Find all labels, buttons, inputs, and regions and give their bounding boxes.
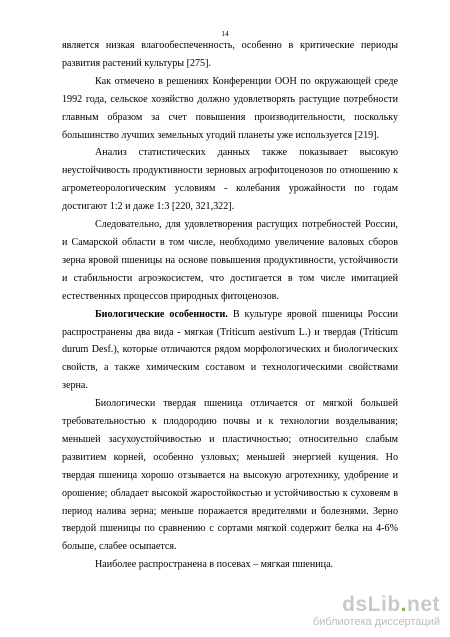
paragraph-4: Следовательно, для удовлетворения растущих потребностей России, и Самарской области в том числе, необходимо увеличение валовых сборов зерна яровой пшеницы на основе повышения продуктивности, устойчивости и стабильности агроэкосистем, что достигается в том числе имитацией естественных процессов природных фитоценозов. — [62, 219, 398, 302]
watermark-subtitle: библиотека диссертаций — [312, 616, 440, 628]
section-heading: Биологические особенности. — [95, 308, 228, 320]
paragraph-1: является низкая влагообеспеченность, особенно в критические периоды развития растений культуры [275]. — [62, 40, 398, 69]
watermark — [272, 593, 440, 631]
paragraph-biological-features — [62, 306, 398, 396]
paragraph-7: Наиболее распространена в посевах – мягкая пшеница. — [95, 559, 334, 571]
page-number: 14 — [221, 29, 229, 38]
logo-main: dsLib — [342, 593, 401, 616]
paragraph-6: Биологически твердая пшеница отличается от мягкой большей требовательностью к плодородию почвы и к технологии возделывания; меньшей засухоустойчивостью и пластичностью; относительно слабым развитием корней, особенно узловых; меньшей энергией кущения. Но твердая пшеница хорошо отзывается на высокую агротехнику, удобрение и орошение; обладает высокой жаростойкостью и устойчивостью к суховеям в период налива зерна; меньше поражается вредителями и болезнями. Зерно твердой пшеницы по сравнению с сортами мягкой содержит белка на 4-6% больше, слабее осыпается. — [62, 398, 398, 553]
logo-tld: net — [407, 593, 440, 616]
document-body — [62, 37, 398, 574]
paragraph-3: Анализ статистических данных также показывает высокую неустойчивость продуктивности зерновых агрофитоценозов по отношению к агрометеорологическим условиям - колебания урожайности по годам достигают 1:2 и даже 1:3 [220, 321,322]. — [62, 147, 398, 213]
logo-dot: . — [400, 593, 407, 616]
paragraph-2: Как отмечено в решениях Конференции ООН по окружающей среде 1992 года, сельское хозяйство должно удовлетворять растущие потребности главным образом за счет повышения производительности, поскольку большинство лучших земельных угодий планеты уже используется [219]. — [62, 75, 398, 141]
section-text: В культуре яровой пшеницы России распространены два вида - мягкая (Triticum aestivum L.) и твердая (Triticum durum Desf.), которые отличаются рядом морфологических и биологических свойств, а также химическим составом и технологическими свойствами зерна. — [62, 308, 398, 392]
watermark-logo — [342, 593, 440, 617]
